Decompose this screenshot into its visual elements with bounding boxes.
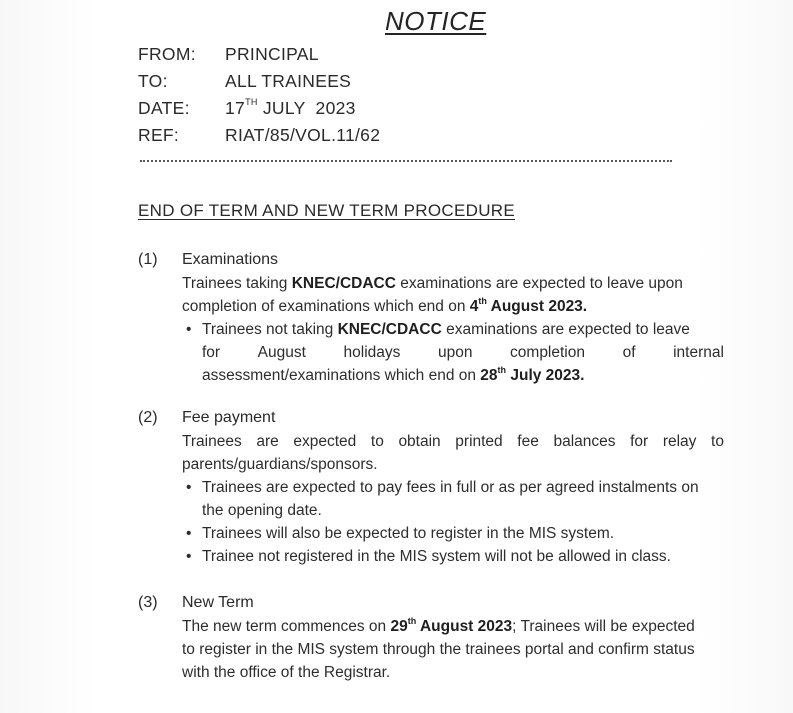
text-segment: Trainees not taking (202, 321, 338, 338)
meta-ref-label: REF: (138, 125, 180, 145)
fee-line-1 (182, 434, 724, 450)
bold-date (480, 367, 584, 384)
meta-ref-value: RIAT/85/VOL.11/62 (225, 125, 381, 145)
meta-to-label: TO: (138, 71, 168, 91)
word: printed (455, 433, 503, 450)
meta-date-label: DATE: (138, 98, 190, 118)
bullet-text: the opening date. (202, 502, 322, 519)
fee-line-2: parents/guardians/sponsors. (182, 456, 378, 473)
word: obtain (398, 433, 441, 450)
notice-title: NOTICE (385, 6, 487, 36)
term-line-2: to register in the MIS system through the trainees portal and confirm status (182, 641, 695, 658)
term-line-1 (182, 616, 695, 635)
text-segment: assessment/examinations which end on (202, 367, 481, 384)
bold-date (390, 618, 512, 635)
date-sup: th (497, 365, 507, 375)
exams-line-1 (182, 276, 683, 292)
date-day: 4 (469, 298, 479, 315)
text-segment: examinations are expected to leave upon (395, 275, 683, 292)
date-day: 28 (480, 367, 498, 384)
date-rest: August 2023 (416, 618, 513, 635)
section-title: Fee payment (182, 409, 276, 426)
section-number: (1) (138, 251, 158, 268)
bullet-dot: • (186, 321, 192, 338)
bullet-text: Trainee not registered in the MIS system will not be allowed in class. (202, 548, 671, 565)
meta-date-value (225, 98, 356, 119)
meta-from-label: FROM: (138, 44, 196, 64)
word: are (256, 433, 279, 450)
meta-from-value: PRINCIPAL (225, 44, 319, 64)
date-sup: th (478, 296, 487, 306)
bullet-dot: • (186, 548, 192, 565)
word: for (630, 433, 649, 450)
text-segment: The new term commences on (182, 618, 391, 635)
word: completion (510, 344, 585, 361)
date-day: 29 (390, 618, 408, 635)
text-segment: completion of examinations which end on (182, 298, 470, 315)
bullet-text (202, 365, 585, 384)
meta-date-sup: TH (245, 97, 258, 107)
word: of (622, 344, 636, 361)
meta-date-day: 17 (225, 98, 246, 118)
section-title: Examinations (182, 251, 279, 268)
text-segment: ; Trainees will be expected (512, 618, 695, 635)
meta-date-rest: JULY 2023 (257, 98, 356, 118)
word: upon (437, 344, 473, 361)
word: holidays (343, 344, 401, 361)
word: to (711, 433, 724, 450)
date-rest: July 2023. (506, 367, 585, 384)
word: expected (293, 433, 357, 450)
bullet-text-justified (202, 345, 724, 361)
word: balances (553, 433, 616, 450)
meta-to-value: ALL TRAINEES (225, 71, 352, 91)
word: August (257, 344, 306, 361)
dotted-divider (140, 160, 672, 162)
word: for (202, 344, 221, 361)
text-segment: Trainees taking (182, 275, 292, 292)
section-number: (3) (138, 594, 158, 611)
section-title: New Term (182, 594, 254, 611)
exams-line-2 (182, 296, 588, 315)
word: internal (673, 344, 724, 361)
procedure-heading: END OF TERM AND NEW TERM PROCEDURE (138, 201, 515, 220)
bullet-dot: • (186, 479, 192, 496)
section-number: (2) (138, 409, 158, 426)
word: fee (517, 433, 539, 450)
bold-segment: KNEC/CDACC (291, 275, 396, 292)
word: Trainees (182, 433, 242, 450)
bullet-text: Trainees will also be expected to register in the MIS system. (202, 525, 615, 542)
bold-segment: KNEC/CDACC (337, 321, 442, 338)
bullet-text: Trainees are expected to pay fees in full or as per agreed instalments on (202, 479, 699, 496)
bold-date (470, 298, 587, 315)
date-sup: th (407, 616, 417, 626)
term-line-3: with the office of the Registrar. (182, 664, 391, 681)
word: relay (662, 433, 697, 450)
bullet-text (202, 322, 690, 338)
bullet-dot: • (186, 525, 192, 542)
date-rest: August 2023. (486, 298, 588, 315)
word: to (370, 433, 384, 450)
text-segment: examinations are expected to leave (441, 321, 690, 338)
